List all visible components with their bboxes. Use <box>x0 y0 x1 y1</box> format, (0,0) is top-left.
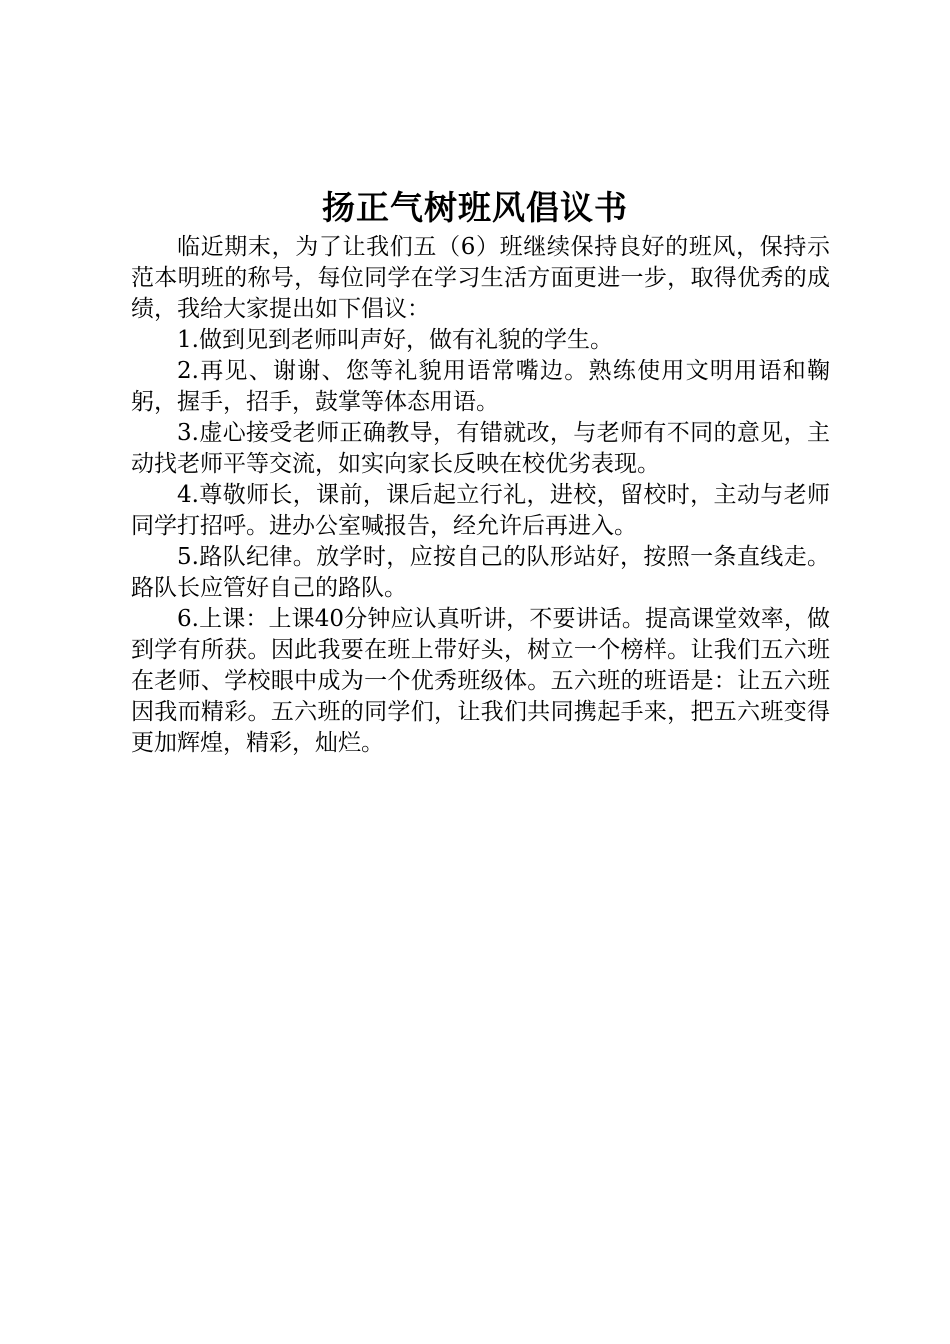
proposal-item-1: 1.做到见到老师叫声好，做有礼貌的学生。 <box>177 327 613 353</box>
proposal-item-2: 2.再见、谢谢、您等礼貌用语常嘴边。熟练使用文明用语和鞠躬，握手，招手，鼓掌等体态用语。 <box>131 358 830 415</box>
proposal-item-4: 4.尊敬师长，课前，课后起立行礼，进校，留校时，主动与老师同学打招呼。进办公室喊报告，经允许后再进入。 <box>131 482 830 539</box>
proposal-item-6: 6.上课：上课40分钟应认真听讲，不要讲话。提高课堂效率，做到学有所获。因此我要在班上带好头，树立一个榜样。让我们五六班在老师、学校眼中成为一个优秀班级体。五六班的班语是：让五六班因我而精彩。五六班的同学们，让我们共同携起手来，把五六班变得更加辉煌，精彩，灿烂。 <box>131 606 830 756</box>
intro-paragraph: 临近期末，为了让我们五（6）班继续保持良好的班风，保持示范本明班的称号，每位同学在学习生活方面更进一步，取得优秀的成绩，我给大家提出如下倡议： <box>131 234 830 322</box>
proposal-item-3: 3.虚心接受老师正确教导，有错就改，与老师有不同的意见，主动找老师平等交流，如实向家长反映在校优劣表现。 <box>131 420 830 477</box>
proposal-item-5: 5.路队纪律。放学时，应按自己的队形站好，按照一条直线走。路队长应管好自己的路队。 <box>131 544 830 601</box>
document-title: 扬正气树班风倡议书 <box>322 188 628 227</box>
document-body <box>131 232 830 759</box>
